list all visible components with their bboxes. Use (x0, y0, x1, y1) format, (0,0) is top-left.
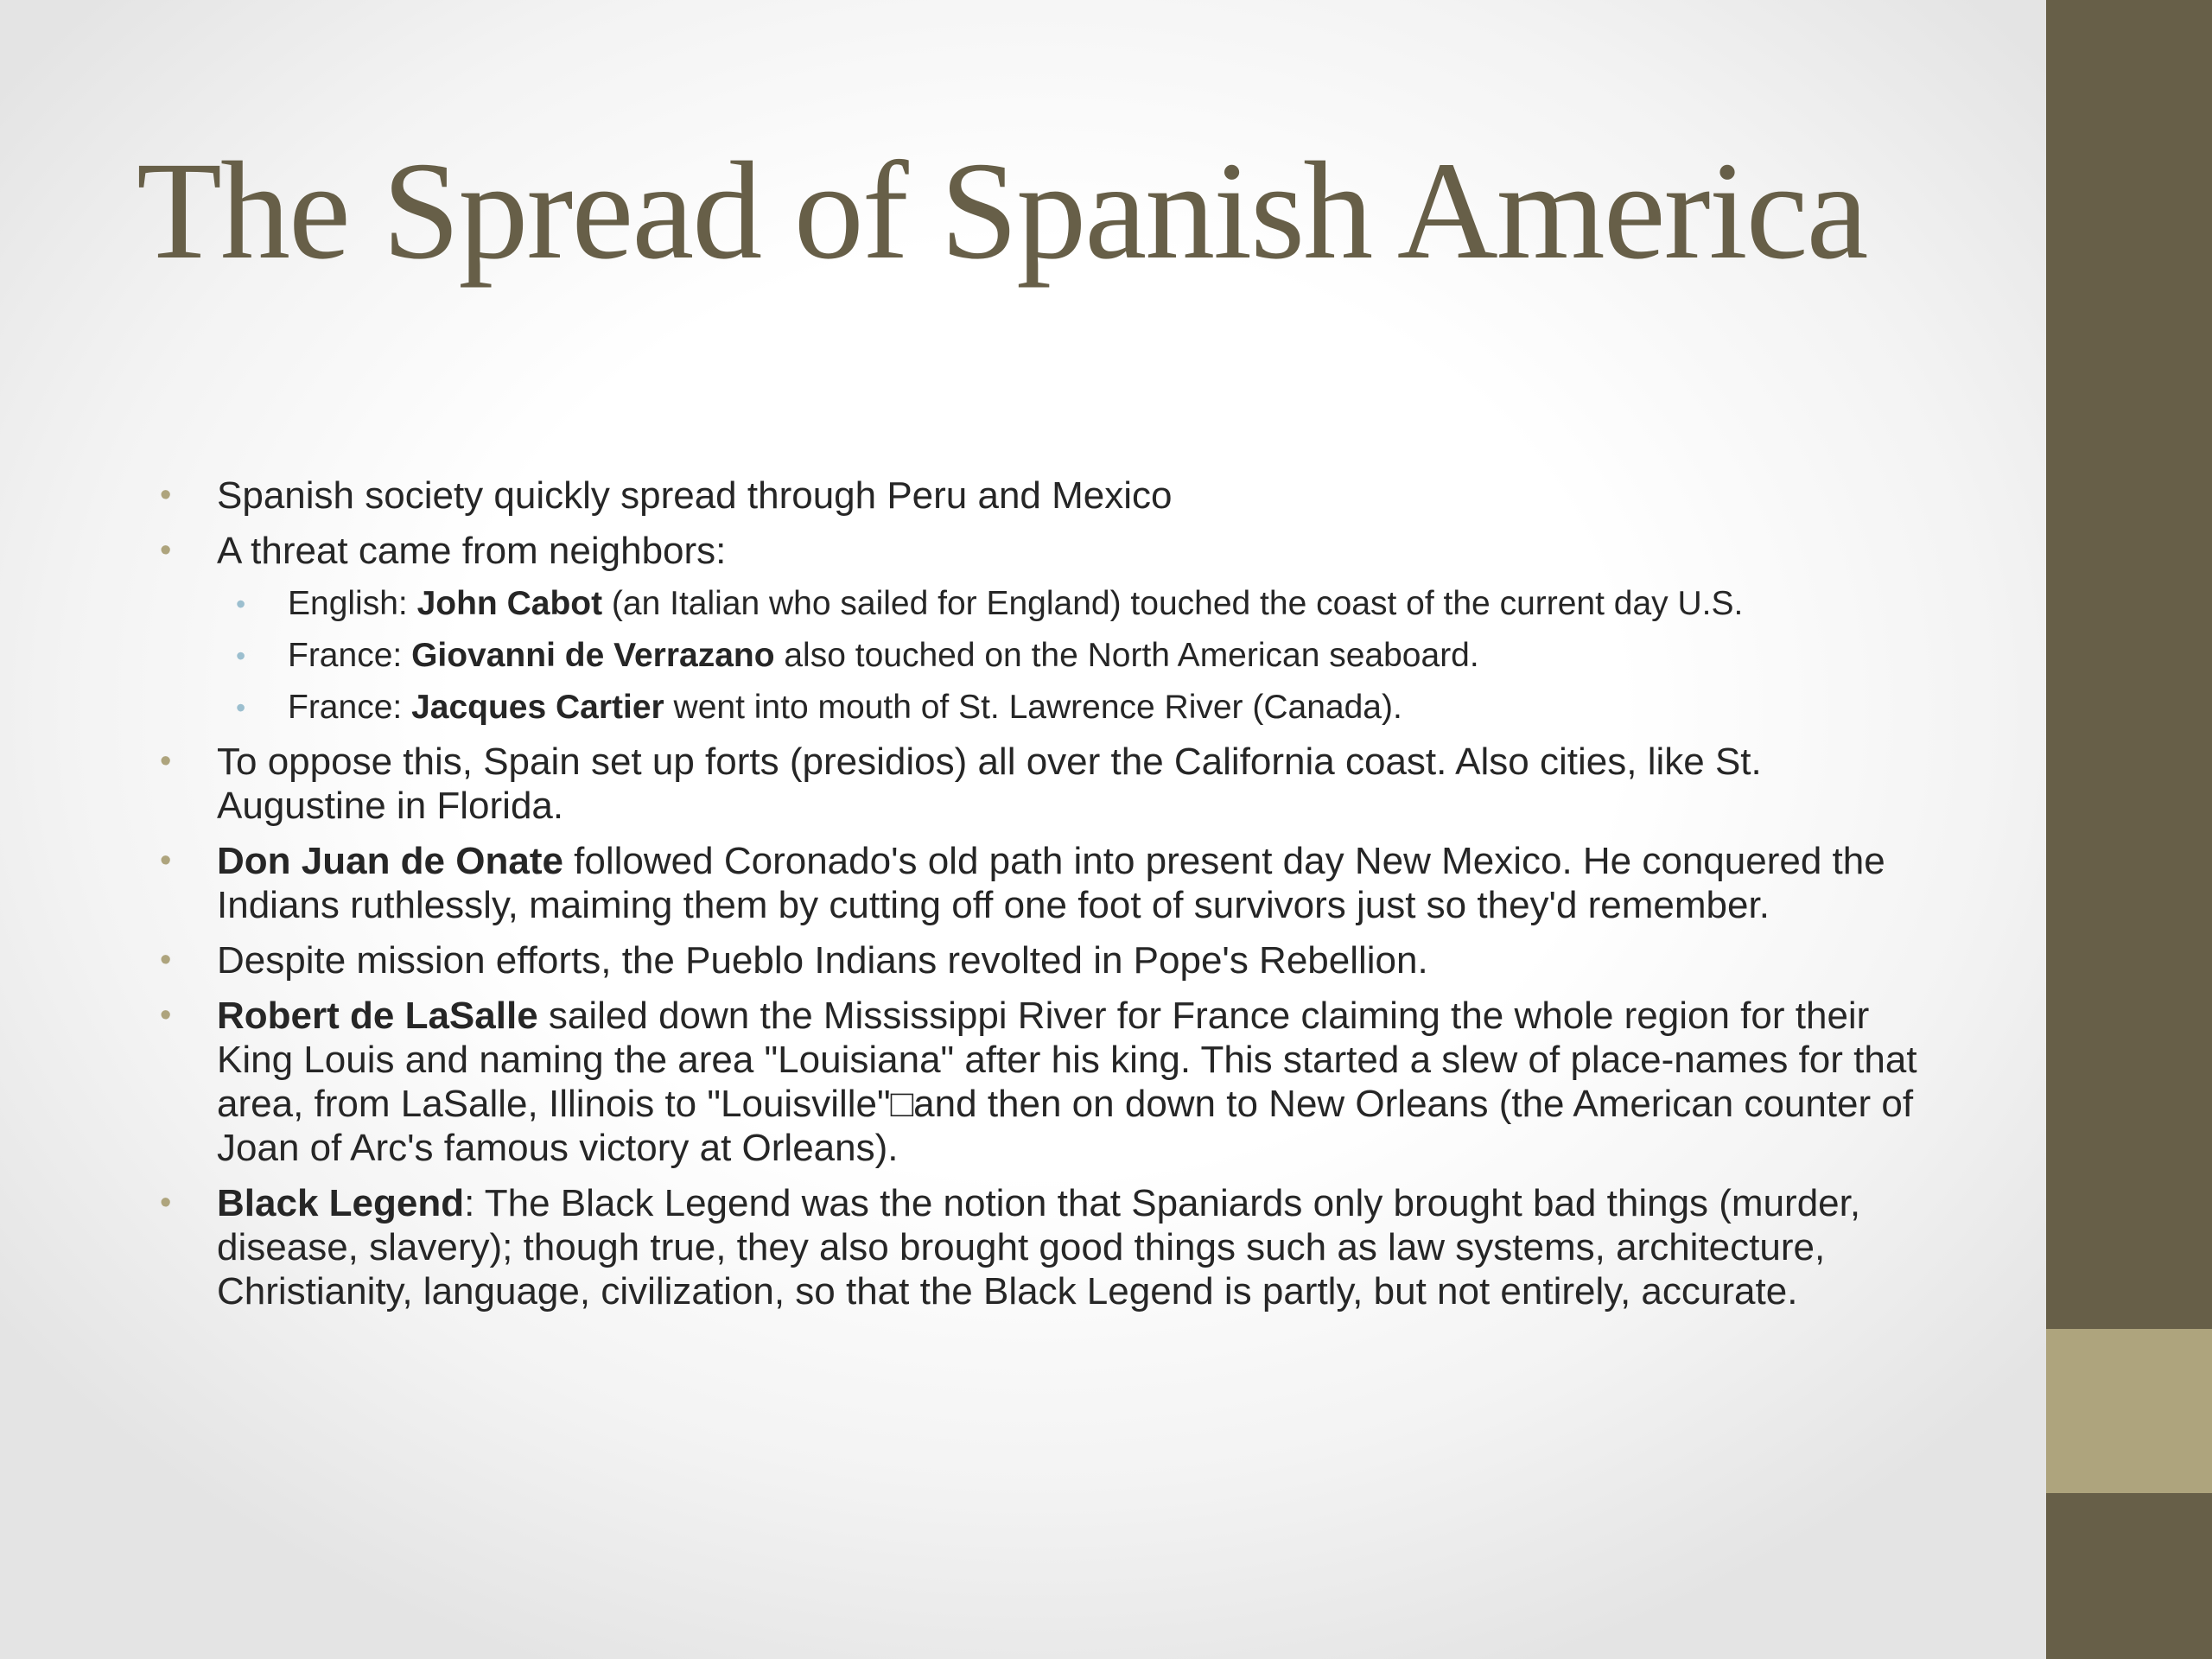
bullet-item (160, 938, 1931, 982)
bullet-prefix: France: (288, 689, 412, 726)
bullet-bold-text: John Cabot (416, 585, 603, 622)
bullet-text: A threat came from neighbors: (217, 530, 727, 572)
bullet-list (160, 474, 1931, 1325)
bullet-prefix: France: (288, 637, 412, 674)
bullet-text: also touched on the North American seaboard. (774, 637, 1479, 674)
bullet-marker: • (236, 692, 246, 723)
bullet-text: sailed down the Mississippi River for France claiming the whole region for their King Louis and naming the area "Louisiana" after his king. This started a slew of place-names for that area, from LaSalle, Illinois to "Louisville"□and then on down to New Orleans (the American counter of Joan of Arc's famous victory at Orleans). (217, 995, 1917, 1169)
bullet-marker: • (160, 942, 172, 978)
bullet-text: Spanish society quickly spread through Peru and Mexico (217, 474, 1173, 517)
bullet-item (160, 529, 1931, 573)
bullet-text: followed Coronado's old path into present day New Mexico. He conquered the Indians ruthlessly, maiming them by cutting off one foot of survivors just so they'd remember. (217, 840, 1885, 926)
bullet-bold-text: Jacques Cartier (411, 689, 664, 726)
bullet-bold-text: Black Legend (217, 1182, 465, 1224)
bullet-text: (an Italian who sailed for England) touched the coast of the current day U.S. (602, 585, 1744, 622)
bullet-marker: • (160, 532, 172, 569)
bullet-marker: • (160, 842, 172, 879)
bullet-item (160, 839, 1931, 927)
bullet-text: Despite mission efforts, the Pueblo Indians revolted in Pope's Rebellion. (217, 939, 1428, 982)
bullet-marker: • (160, 743, 172, 779)
sub-bullet-item (160, 584, 1931, 624)
sub-bullet-item (160, 688, 1931, 728)
bullet-text: went into mouth of St. Lawrence River (Canada). (664, 689, 1402, 726)
bullet-bold-text: Robert de LaSalle (217, 995, 538, 1037)
bullet-marker: • (236, 640, 246, 671)
bullet-marker: • (236, 588, 246, 620)
slide-title: The Spread of Spanish America (137, 134, 1867, 289)
side-accent-band (2046, 1329, 2212, 1493)
bullet-item (160, 1181, 1931, 1313)
bullet-item (160, 994, 1931, 1170)
bullet-item (160, 474, 1931, 518)
sub-bullet-item (160, 636, 1931, 676)
bullet-text: To oppose this, Spain set up forts (presidios) all over the California coast. Also cities, like St. Augustine in Florida. (217, 741, 1762, 827)
bullet-prefix: English: (288, 585, 417, 622)
bullet-marker: • (160, 477, 172, 513)
bullet-marker: • (160, 1185, 172, 1221)
bullet-bold-text: Giovanni de Verrazano (411, 637, 775, 674)
bullet-marker: • (160, 997, 172, 1033)
bullet-text: : The Black Legend was the notion that Spaniards only brought bad things (murder, disease, slavery); though true, they also brought good things such as law systems, architecture, Christianity, language, civilization, so that the Black Legend is partly, but not entirely, accurate. (217, 1182, 1861, 1313)
bullet-bold-text: Don Juan de Onate (217, 840, 563, 882)
bullet-item (160, 740, 1931, 828)
